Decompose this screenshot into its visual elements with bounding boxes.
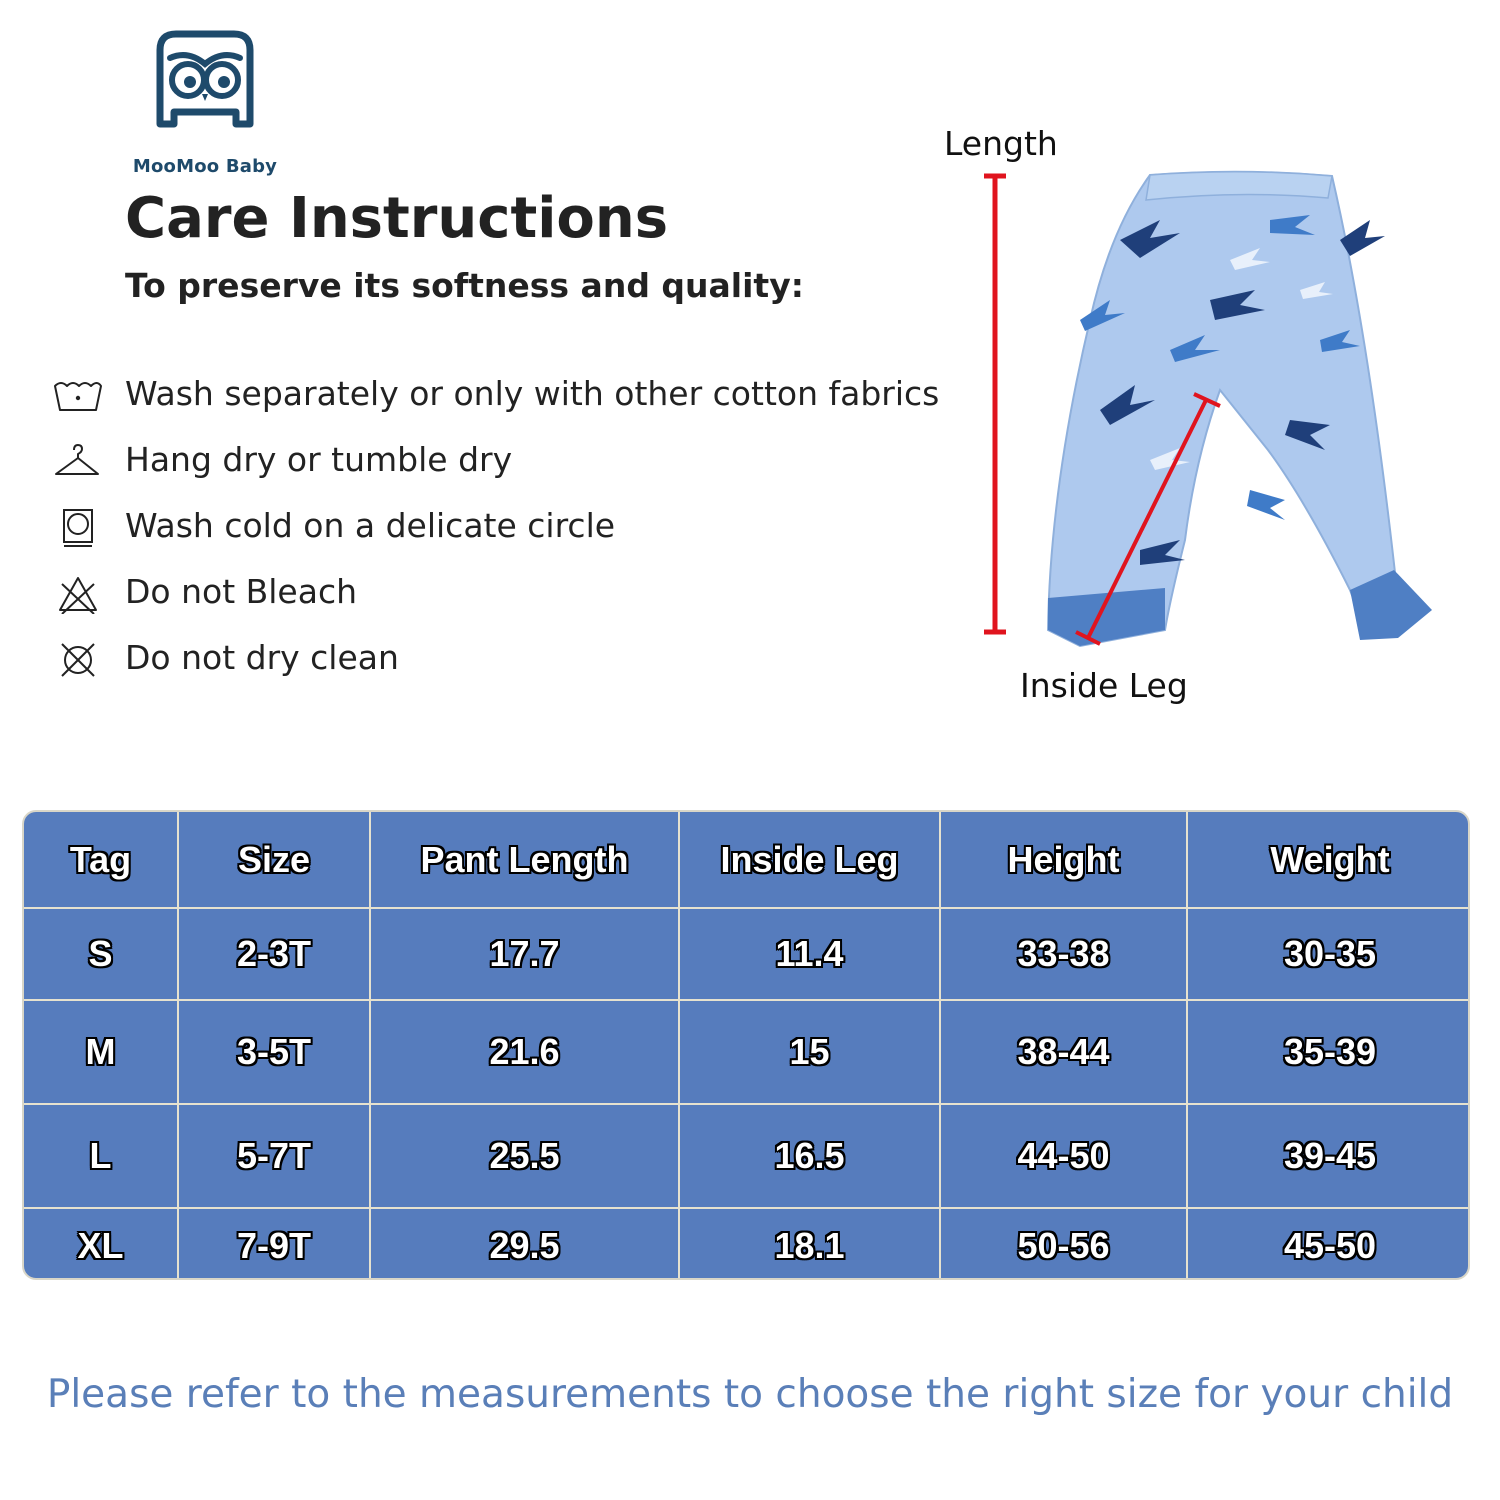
cell-pant-length: 25.5 (370, 1104, 679, 1208)
column-header-size: Size (178, 812, 370, 908)
cell-tag: L (24, 1104, 178, 1208)
cell-tag: S (24, 908, 178, 1000)
care-text: Wash separately or only with other cotton fabrics (125, 374, 940, 413)
inside-leg-label: Inside Leg (1020, 666, 1188, 705)
cell-pant-length: 29.5 (370, 1208, 679, 1280)
cell-weight: 30-35 (1187, 908, 1470, 1000)
care-item-cold-wash (50, 502, 950, 556)
cell-inside-leg: 18.1 (679, 1208, 940, 1280)
size-chart-table (22, 810, 1470, 1280)
cell-pant-length: 17.7 (370, 908, 679, 1000)
cell-size: 7-9T (178, 1208, 370, 1280)
table-row (24, 1208, 1470, 1280)
table-row (24, 908, 1470, 1000)
length-measure-line (984, 176, 1006, 632)
cell-weight: 45-50 (1187, 1208, 1470, 1280)
pants-diagram (970, 160, 1450, 660)
column-header-height: Height (940, 812, 1187, 908)
column-header-inside-leg: Inside Leg (679, 812, 940, 908)
care-item-no-bleach (50, 568, 950, 622)
owl-logo-icon (152, 28, 258, 128)
washtub-icon (52, 376, 102, 416)
brand-name: MooMoo Baby (132, 156, 278, 177)
brand-logo (130, 28, 280, 177)
length-label: Length (944, 124, 1058, 163)
cell-height: 50-56 (940, 1208, 1187, 1280)
cell-pant-length: 21.6 (370, 1000, 679, 1104)
cell-height: 38-44 (940, 1000, 1187, 1104)
footer-note: Please refer to the measurements to choose the right size for your child (46, 1372, 1454, 1417)
care-text: Do not Bleach (125, 572, 358, 611)
page-subtitle: To preserve its softness and quality: (125, 266, 804, 305)
no-bleach-icon (52, 574, 102, 614)
care-item-dry (50, 436, 950, 490)
column-header-tag: Tag (24, 812, 178, 908)
page-title: Care Instructions (125, 186, 669, 251)
cell-weight: 35-39 (1187, 1000, 1470, 1104)
care-text: Hang dry or tumble dry (125, 440, 513, 479)
cell-size: 2-3T (178, 908, 370, 1000)
tumble-dry-icon (52, 508, 102, 548)
table-row (24, 1104, 1470, 1208)
care-text: Do not dry clean (125, 638, 399, 677)
cell-weight: 39-45 (1187, 1104, 1470, 1208)
table-row (24, 1000, 1470, 1104)
cell-inside-leg: 11.4 (679, 908, 940, 1000)
cell-inside-leg: 16.5 (679, 1104, 940, 1208)
care-item-wash (50, 370, 950, 424)
cell-height: 33-38 (940, 908, 1187, 1000)
column-header-weight: Weight (1187, 812, 1470, 908)
care-item-no-dry-clean (50, 634, 950, 688)
cell-tag: M (24, 1000, 178, 1104)
table-header-row (24, 812, 1470, 908)
cell-size: 3-5T (178, 1000, 370, 1104)
column-header-pant-length: Pant Length (370, 812, 679, 908)
cell-inside-leg: 15 (679, 1000, 940, 1104)
cell-tag: XL (24, 1208, 178, 1280)
no-dry-clean-icon (52, 640, 102, 680)
care-text: Wash cold on a delicate circle (125, 506, 616, 545)
cell-height: 44-50 (940, 1104, 1187, 1208)
hanger-icon (52, 442, 102, 482)
cell-size: 5-7T (178, 1104, 370, 1208)
